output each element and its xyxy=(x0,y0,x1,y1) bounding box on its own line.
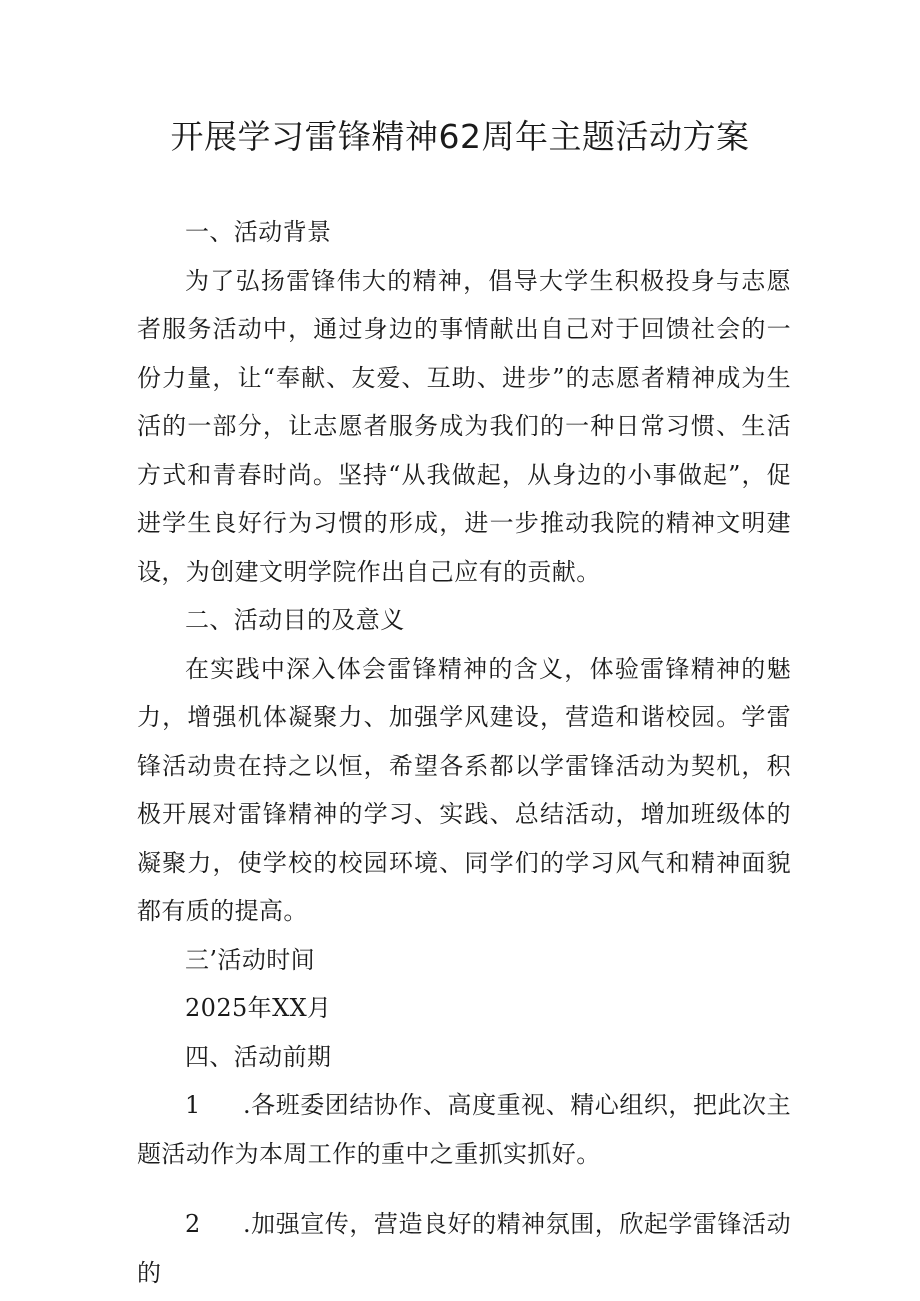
list-item-text: .加强宣传，营造良好的精神氛围，欣起学雷锋活动的 xyxy=(137,1210,791,1287)
list-item xyxy=(137,1200,791,1297)
document-body xyxy=(137,208,791,1297)
list-item-number: 2 xyxy=(185,1210,201,1238)
section-heading-background: 一、活动背景 xyxy=(185,218,332,246)
list-item-number: 1 xyxy=(185,1091,201,1119)
section-heading-time: 三’活动时间 xyxy=(185,945,316,974)
section-paragraph-background: 为了弘扬雷锋伟大的精神，倡导大学生积极投身与志愿者服务活动中，通过身边的事情献出自己对于回馈社会的一份力量，让“奉献、友爱、互助、进步”的志愿者精神成为生活的一部分，让志愿者服务成为我们的一种日常习惯、生活方式和青春时尚。坚持“从我做起，从身边的小事做起”，促进学生良好行为习惯的形成，进一步推动我院的精神文明建设，为创建文明学院作出自己应有的贡献。 xyxy=(137,266,791,586)
section-paragraph-purpose: 在实践中深入体会雷锋精神的含义，体验雷锋精神的魅力，增强机体凝聚力、加强学风建设，营造和谐校园。学雷锋活动贵在持之以恒，希望各系都以学雷锋活动为契机，积极开展对雷锋精神的学习、实践、总结活动，增加班级体的凝聚力，使学校的校园环境、同学们的学习风气和精神面貌都有质的提高。 xyxy=(137,654,791,925)
list-item xyxy=(137,1081,791,1178)
document-title: 开展学习雷锋精神62周年主题活动方案 xyxy=(170,117,750,156)
section-heading-purpose: 二、活动目的及意义 xyxy=(185,606,405,634)
section-heading-preparation: 四、活动前期 xyxy=(185,1042,332,1071)
activity-date: 2025年XX月 xyxy=(185,994,332,1022)
list-item-text: .各班委团结协作、高度重视、精心组织，把此次主题活动作为本周工作的重中之重抓实抓好。 xyxy=(137,1091,791,1168)
item-spacing xyxy=(137,1178,791,1200)
